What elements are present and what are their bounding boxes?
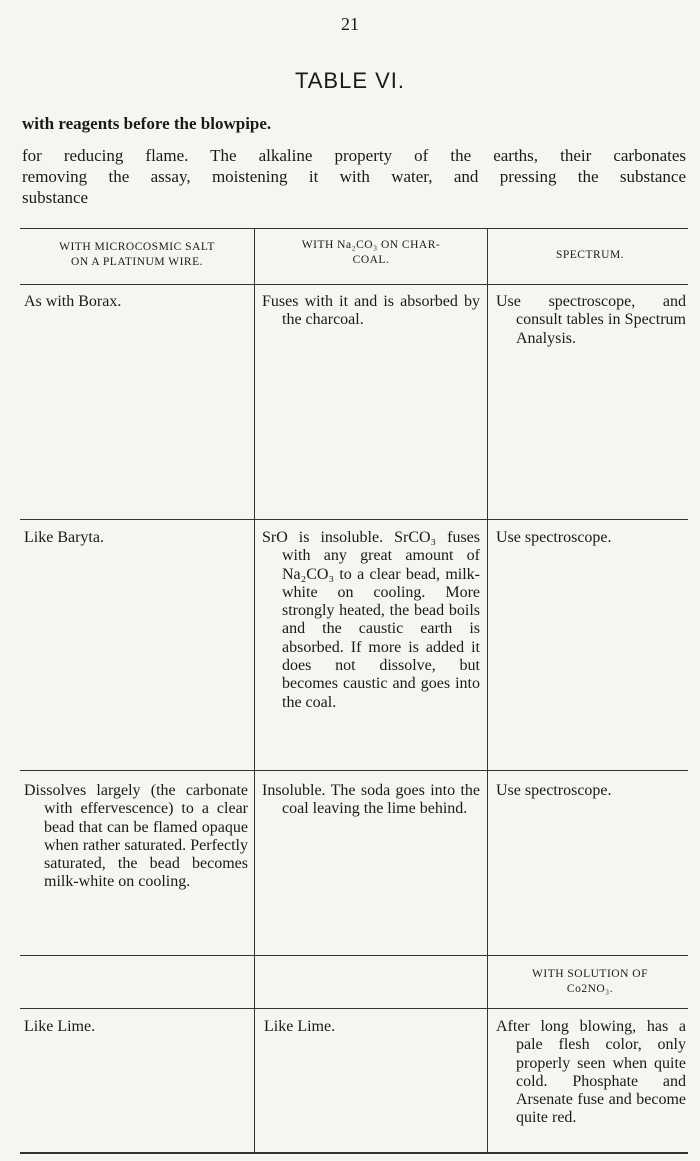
intro-paragraph: [22, 145, 686, 208]
row-rule: [20, 770, 688, 771]
header-soda: WITH Na₂CO₃ ON CHAR- COAL.: [301, 239, 441, 266]
row-rule: [20, 519, 688, 520]
column-divider: [487, 228, 488, 1153]
cell-spectrum: Use spectroscope.: [496, 529, 612, 546]
cell-soda: SrO is insoluble. SrCO₃ fuses with any great amount of Na₂CO₃ to a clear bead, milk-white on cooling. More strongly heated, the bead boils and the caustic earth is absorbed. If more is added it does not dissolve, but becomes caustic and goes into the coal.: [262, 529, 480, 711]
cell-soda: Insoluble. The soda goes into the coal leaving the lime behind.: [262, 782, 480, 818]
intro-line: for reducing flame. The alkaline property of the earths, their carbonates: [22, 146, 686, 165]
table-title: TABLE VI.: [294, 68, 406, 93]
table-bottom-rule: [20, 1152, 688, 1154]
header-cobalt-solution: WITH SOLUTION OF Co2NO₃.: [532, 968, 648, 995]
cell-spectrum: Use spectroscope, and consult tables in Spectrum Analysis.: [496, 293, 686, 347]
intro-line: removing the assay, moistening it with water, and pressing the substance: [22, 167, 686, 186]
cell-microcosmic: Like Lime.: [24, 1018, 96, 1035]
cell-soda: Fuses with it and is absorbed by the charcoal.: [262, 293, 480, 329]
page-number: 21: [341, 14, 359, 34]
header-microcosmic: WITH MICROCOSMIC SALT ON A PLATINUM WIRE.: [59, 241, 215, 268]
cell-spectrum: After long blowing, has a pale flesh color, only properly seen when quite cold. Phosphate and Arsenate fuse and become quite red.: [496, 1018, 686, 1127]
row-rule: [20, 955, 688, 956]
header-spectrum: SPECTRUM.: [555, 249, 625, 261]
intro-line: substance: [22, 188, 89, 207]
cell-spectrum: Use spectroscope.: [496, 782, 612, 799]
header-bottom-rule: [20, 284, 688, 285]
column-divider: [254, 228, 255, 1153]
cell-microcosmic: Like Baryta.: [24, 529, 104, 546]
cell-microcosmic: Dissolves largely (the carbonate with effervescence) to a clear bead that can be flamed opaque when rather saturated. Perfectly saturated, the bead becomes milk-white on cooling.: [24, 782, 248, 891]
table-top-rule: [20, 228, 688, 229]
row-rule: [20, 1008, 688, 1009]
cell-soda: Like Lime.: [264, 1018, 336, 1035]
cell-microcosmic: As with Borax.: [24, 293, 122, 310]
table-subtitle: with reagents before the blowpipe.: [22, 114, 272, 133]
